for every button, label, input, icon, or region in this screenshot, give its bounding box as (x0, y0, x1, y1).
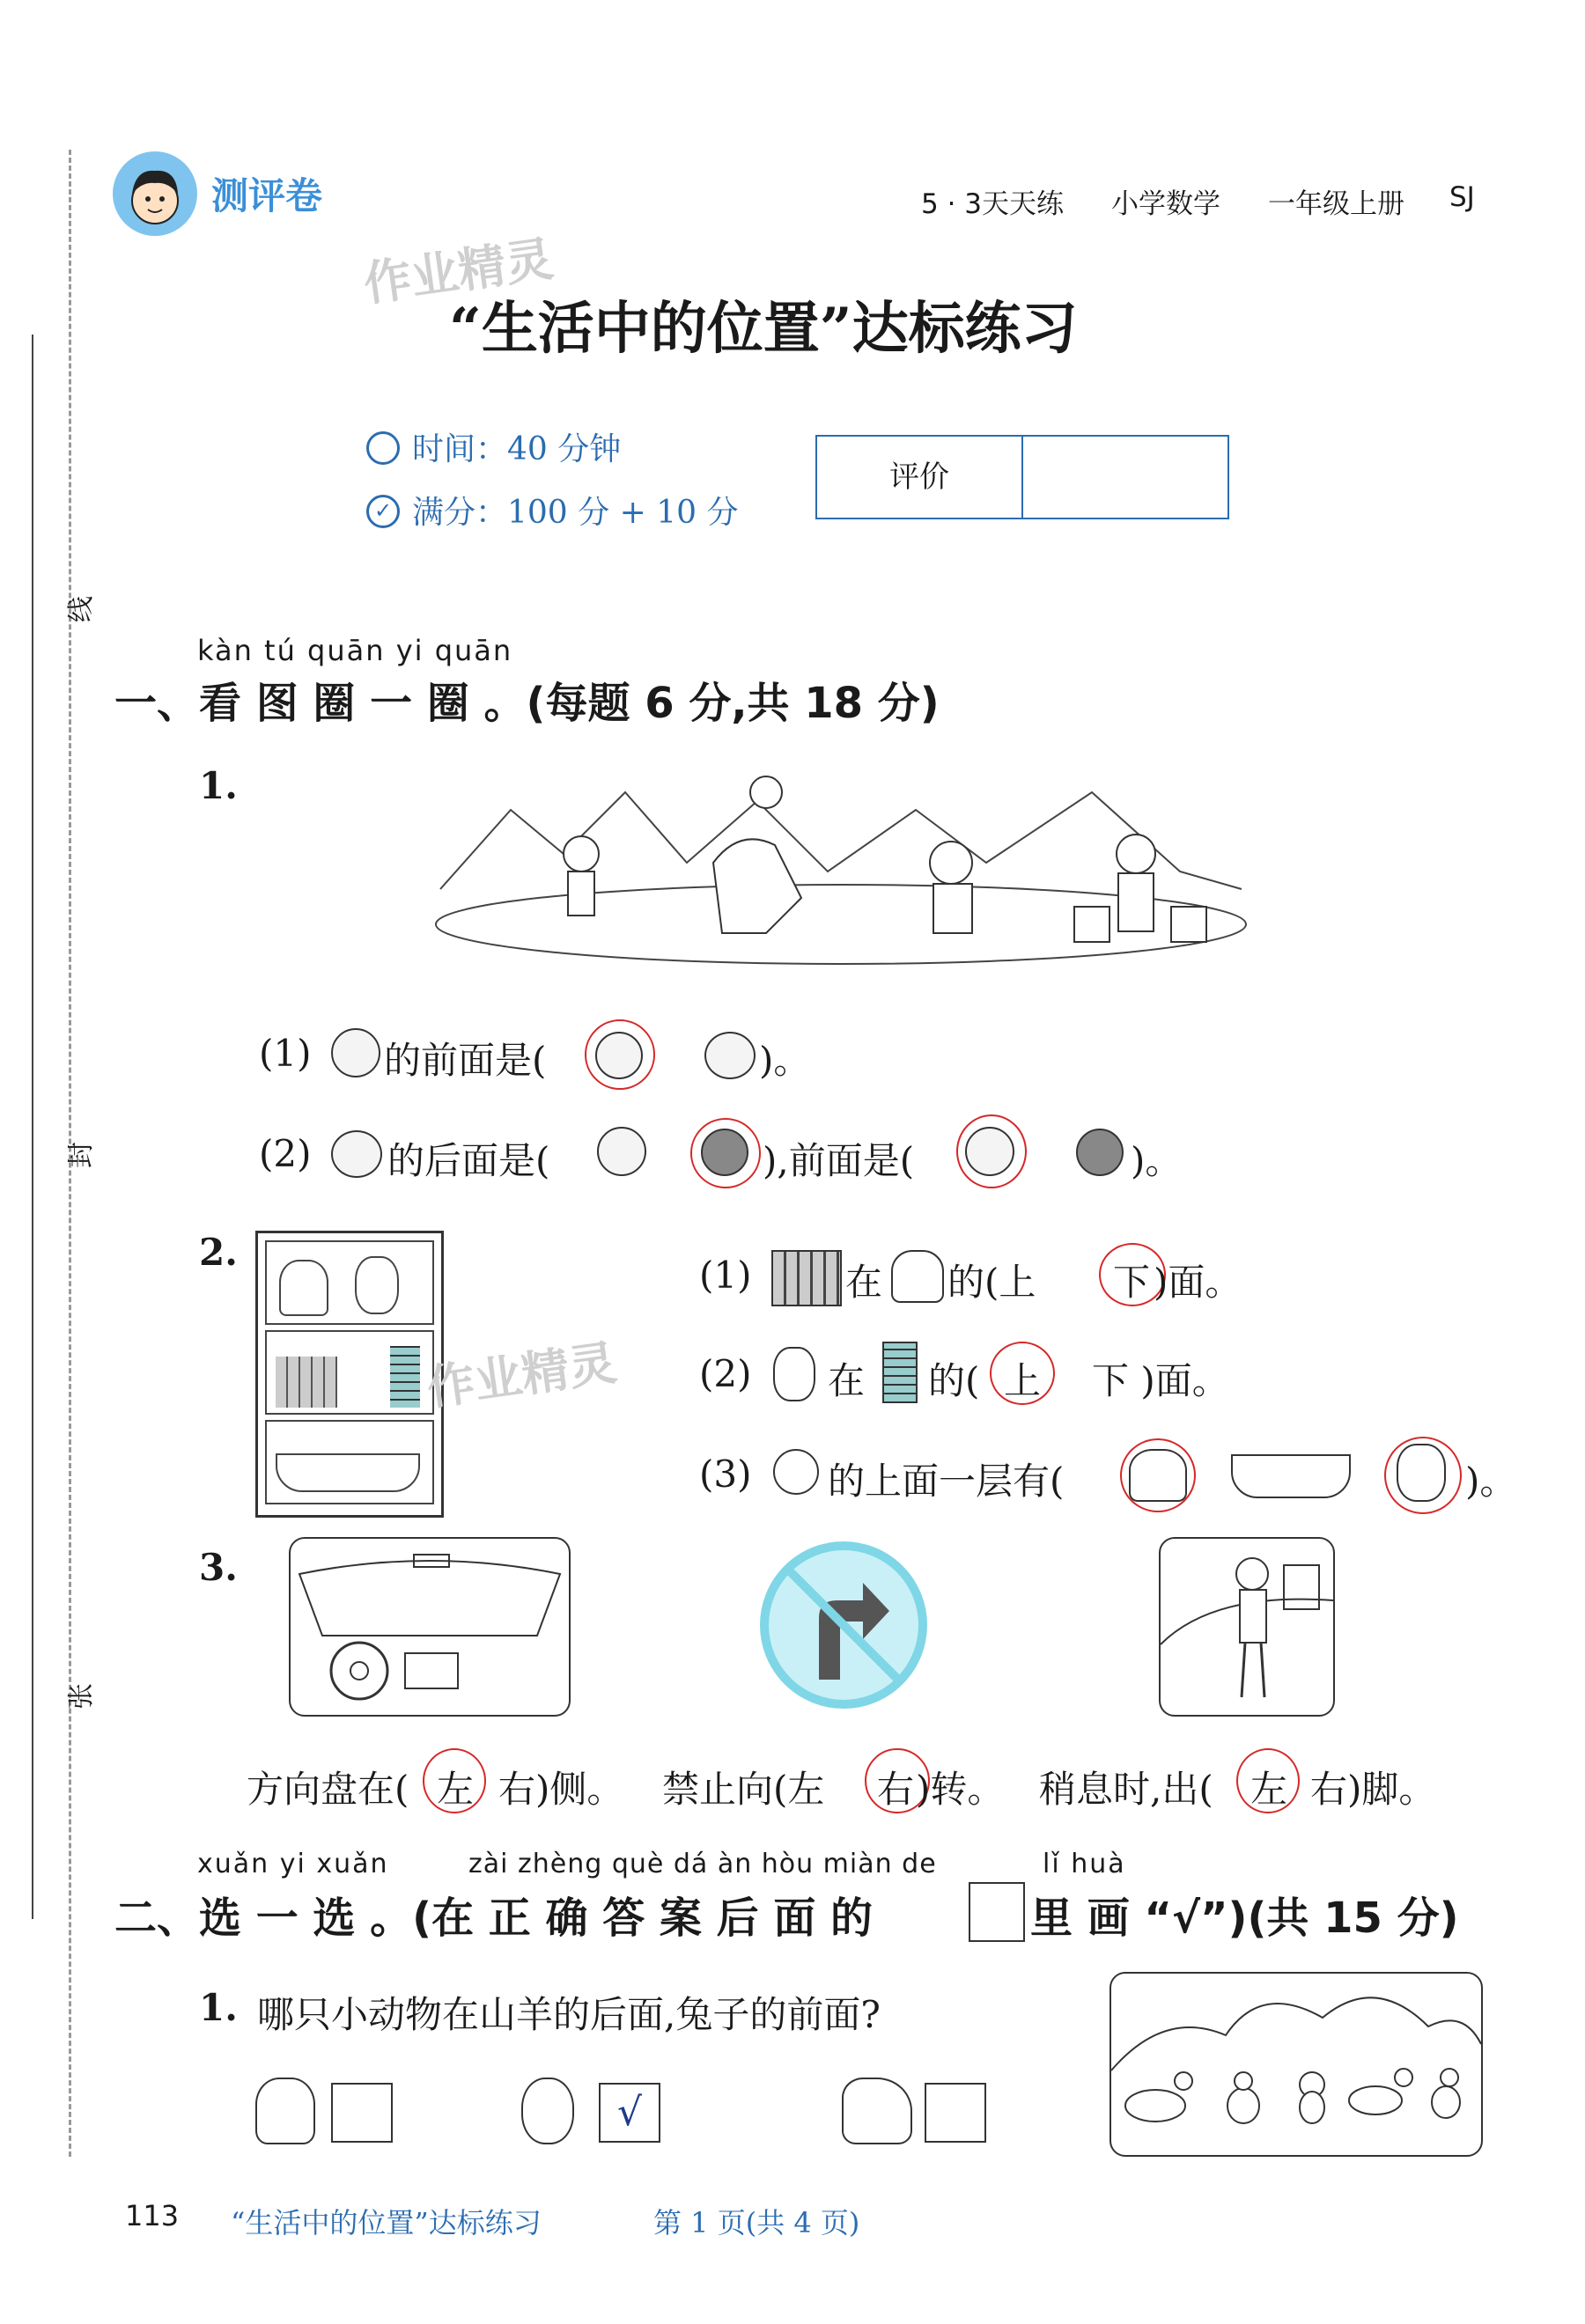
bookshelf-illustration (255, 1231, 444, 1518)
badge-avatar (113, 151, 197, 236)
footer-title: “生活中的位置”达标练习 (231, 2206, 542, 2239)
flower-pot-icon (891, 1250, 944, 1303)
q2-sub1-text1: 在 (845, 1261, 883, 1304)
q2-sub1-end: )面。 (1154, 1261, 1242, 1304)
section2-pinyin-2: zài zhèng què dá àn hòu miàn de (468, 1849, 937, 1879)
q2-sub1-opt: 下 (1113, 1261, 1151, 1304)
option-box-monkey[interactable] (599, 2083, 660, 2143)
car-interior-illustration (289, 1537, 571, 1717)
q1-sub2-mid: ),前面是( (763, 1139, 915, 1182)
margin-char-xian: 线 (66, 596, 97, 622)
badge-label: 测评卷 (211, 174, 323, 217)
circle-answer-shang (990, 1342, 1055, 1405)
evaluation-label: 评价 (817, 437, 1023, 518)
section2-heading-a: 二、选 一 选 。(在 正 确 答 案 后 面 的 (114, 1894, 874, 1943)
circle-answer-zuo (423, 1748, 486, 1813)
clock-icon (366, 431, 400, 465)
evaluation-value[interactable] (1023, 437, 1227, 518)
pig-face-icon (331, 1130, 382, 1178)
section1-heading: 一、看 图 圈 一 圈 。(每题 6 分,共 18 分) (114, 679, 940, 728)
check-mark: √ (616, 2090, 643, 2135)
header-edition: SJ (1449, 181, 1475, 213)
journey-illustration (423, 757, 1259, 986)
section2-heading-b: 里 画 “√”)(共 15 分) (1030, 1894, 1459, 1943)
section2-pinyin-1: xuǎn yi xuǎn (197, 1849, 389, 1879)
footer-page-info: 第 1 页(共 4 页) (653, 2206, 860, 2239)
no-right-turn-sign-icon (757, 1539, 930, 1711)
q2-sub1-prefix: (1) (699, 1254, 752, 1297)
q1-sub2-prefix: (2) (259, 1132, 312, 1175)
section1-pinyin: kàn tú quān yi quān (197, 634, 513, 667)
ship-icon (1231, 1454, 1351, 1498)
q1-sub2-text: 的后面是( (387, 1139, 550, 1182)
q3-s2-opt: 右 (877, 1768, 915, 1811)
q2-sub2-prefix: (2) (699, 1352, 752, 1395)
s2-q1-number: 1. (199, 1986, 238, 2029)
clock-icon (773, 1449, 819, 1495)
header-subject: 小学数学 (1111, 188, 1220, 220)
q1-sub1-text: 的前面是( (384, 1039, 547, 1082)
q2-sub2-rest: 下 )面。 (1092, 1359, 1229, 1402)
q1-sub1-end: )。 (759, 1039, 811, 1082)
watermark: 作业精灵 (360, 231, 557, 313)
horse-icon (842, 2078, 912, 2144)
header-grade: 一年级上册 (1268, 188, 1404, 220)
q1-sub1-prefix: (1) (259, 1032, 312, 1075)
page-title: “生活中的位置”达标练习 (449, 296, 1078, 362)
circle-answer-flower (1120, 1438, 1196, 1512)
circle-answer-monkey (585, 1019, 655, 1090)
q3-s2-end: )转。 (916, 1768, 1005, 1811)
option-box-fox[interactable] (331, 2083, 393, 2143)
check-circle-icon: ✓ (366, 495, 400, 528)
q2-sub2-text2: 的( (928, 1359, 980, 1402)
margin-char-feng: 封 (66, 1142, 97, 1168)
sha-monk-icon (1076, 1129, 1124, 1176)
option-box-horse[interactable] (925, 2083, 986, 2143)
circle-answer-sha (690, 1118, 761, 1188)
time-label: 时间：40 分钟 (412, 431, 622, 467)
q2-sub2-text1: 在 (828, 1359, 866, 1402)
tang-monk-icon (331, 1028, 380, 1077)
q2-sub3-prefix: (3) (699, 1452, 752, 1496)
q3-s2-pre: 禁止向(左 (662, 1768, 825, 1811)
q2-sub3-end: )。 (1465, 1460, 1517, 1503)
margin-line-left (32, 335, 33, 1919)
q1-sub2-end: )。 (1131, 1139, 1183, 1182)
pig-face-icon (704, 1032, 756, 1079)
monkey-icon (521, 2078, 574, 2144)
q3-s3-opt2: 右)脚。 (1310, 1768, 1436, 1811)
evaluation-box (815, 435, 1229, 519)
s2-q1-text: 哪只小动物在山羊的后面,兔子的前面? (257, 1993, 881, 2036)
header-series: 5 · 3天天练 (921, 188, 1065, 220)
q3-s1-pre: 方向盘在( (247, 1768, 409, 1811)
circle-answer-cat (1384, 1437, 1462, 1514)
margin-char-zhang: 张 (66, 1683, 97, 1710)
answer-box-sample (969, 1882, 1025, 1942)
q3-number: 3. (199, 1546, 238, 1589)
score-label: 满分：100 分 + 10 分 (412, 495, 739, 531)
q1-number: 1. (199, 764, 238, 807)
q3-s1-opt2: 右)侧。 (498, 1768, 624, 1811)
section2-pinyin-3: lǐ huà (1043, 1849, 1126, 1879)
stacked-books-icon (882, 1342, 918, 1403)
q3-s1-opt1: 左 (437, 1768, 475, 1811)
circle-answer-zuo (1236, 1748, 1300, 1813)
q2-number: 2. (199, 1231, 238, 1274)
watermark: 作业精灵 (424, 1335, 620, 1416)
fox-icon (255, 2078, 315, 2144)
q2-sub2-opt: 上 (1004, 1359, 1042, 1402)
tang-monk-icon (597, 1127, 646, 1176)
lucky-cat-icon (773, 1347, 815, 1401)
books-icon (771, 1250, 842, 1306)
q2-sub1-text2: 的(上 (947, 1261, 1036, 1304)
page-number: 113 (125, 2199, 180, 2232)
q3-s3-opt1: 左 (1250, 1768, 1288, 1811)
animals-illustration (1110, 1972, 1483, 2157)
q2-sub3-text: 的上面一层有( (828, 1460, 1065, 1503)
circle-answer-tang (956, 1114, 1027, 1188)
q3-s3-pre: 稍息时,出( (1039, 1768, 1213, 1811)
child-standing-illustration (1159, 1537, 1335, 1717)
